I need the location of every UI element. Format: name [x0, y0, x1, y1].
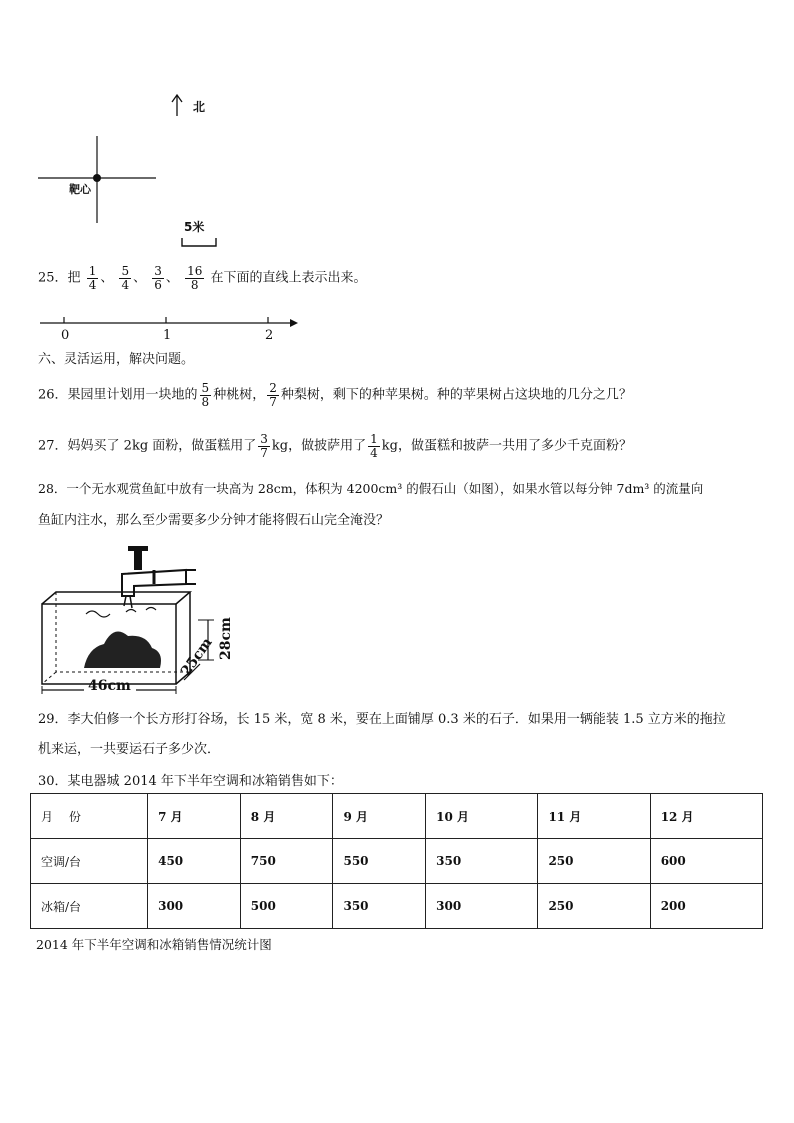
sales-table: [30, 793, 763, 929]
section-heading: 六、灵活运用，解决问题。: [38, 352, 195, 367]
rockery: [84, 632, 161, 669]
table-cell: 8 月: [240, 794, 333, 839]
table-cell: 空调/台: [31, 839, 148, 884]
table-cell: 450: [148, 839, 241, 884]
question-29-line2: 机来运，一共要运石子多少次．: [38, 742, 221, 757]
table-cell: 9 月: [333, 794, 426, 839]
scale-bar: [182, 238, 216, 246]
fraction: $\frac{5}{8}$: [201, 381, 210, 409]
fraction: $\frac{1}{4}$: [88, 264, 97, 292]
q25-prefix: 25．把: [38, 270, 81, 286]
table-cell: 300: [426, 884, 538, 929]
north-label: 北: [193, 100, 206, 114]
fraction: $\frac{3}{7}$: [260, 432, 268, 460]
table-cell: 11 月: [538, 794, 650, 839]
question-25: 25．把 $\frac{1}{4}$ 、 $\frac{5}{4}$ 、 $\frac{3}{6}$ 、 $\frac{16}{8}$ 在下面的直线上表示出来。: [38, 264, 367, 292]
table-cell: 300: [148, 884, 241, 929]
tick-label-0: 0: [61, 328, 70, 343]
question-28-line1: 28．一个无水观赏鱼缸中放有一块高为 28cm，体积为 4200cm³ 的假石山（如图），如果水管以每分钟 7dm³ 的流量向: [38, 481, 704, 496]
question-26: 26．果园里计划用一块地的 $\frac{5}{8}$ 种桃树， $\frac{2}{7}$ 种梨树，剩下的种苹果树。种的苹果树占这块地的几分之几？: [38, 381, 632, 409]
question-27: 27．妈妈买了 2kg 面粉，做蛋糕用了 $\frac{3}{7}$ kg，做披萨用了 $\frac{1}{4}$ kg，做蛋糕和披萨一共用了多少千克面粉？: [38, 432, 632, 460]
table-row: [31, 839, 763, 884]
table-cell: 月 份: [31, 794, 148, 839]
table-cell: 冰箱/台: [31, 884, 148, 929]
tick-label-1: 1: [163, 328, 172, 343]
fish-tank-figure: [36, 540, 246, 700]
chart-title: 2014 年下半年空调和冰箱销售情况统计图: [36, 937, 272, 952]
fraction: $\frac{3}{6}$: [154, 264, 162, 292]
table-cell: 500: [240, 884, 333, 929]
question-28-line2: 鱼缸内注水，那么至少需要多少分钟才能将假石山完全淹没？: [38, 513, 390, 528]
scale-label: 5米: [184, 220, 205, 234]
table-cell: 200: [650, 884, 762, 929]
table-cell: 7 月: [148, 794, 241, 839]
tank-length-label: 46cm: [88, 678, 131, 694]
table-cell: 10 月: [426, 794, 538, 839]
q25-suffix: 在下面的直线上表示出来。: [210, 270, 367, 286]
fraction: $\frac{2}{7}$: [269, 381, 277, 409]
table-cell: 12 月: [650, 794, 762, 839]
table-cell: 250: [538, 884, 650, 929]
table-header-row: [31, 794, 763, 839]
tank-width-label: 25cm: [178, 634, 216, 680]
fraction: $\frac{5}{4}$: [121, 264, 130, 292]
tank-height-label: 28cm: [218, 617, 234, 660]
table-cell: 550: [333, 839, 426, 884]
tick-label-2: 2: [265, 328, 274, 343]
question-29-line1: 29．李大伯修一个长方形打谷场，长 15 米，宽 8 米，要在上面铺厚 0.3 米的石子．如果用一辆能装 1.5 立方米的拖拉: [38, 712, 726, 727]
table-cell: 750: [240, 839, 333, 884]
question-30: 30．某电器城 2014 年下半年空调和冰箱销售如下：: [38, 774, 343, 789]
target-center-dot: [93, 174, 101, 182]
table-row: [31, 884, 763, 929]
target-center-label: 靶心: [69, 183, 91, 196]
table-cell: 600: [650, 839, 762, 884]
fraction: $\frac{1}{4}$: [370, 432, 378, 460]
table-cell: 250: [538, 839, 650, 884]
table-cell: 350: [426, 839, 538, 884]
fraction: $\frac{16}{8}$: [187, 264, 203, 292]
table-cell: 350: [333, 884, 426, 929]
